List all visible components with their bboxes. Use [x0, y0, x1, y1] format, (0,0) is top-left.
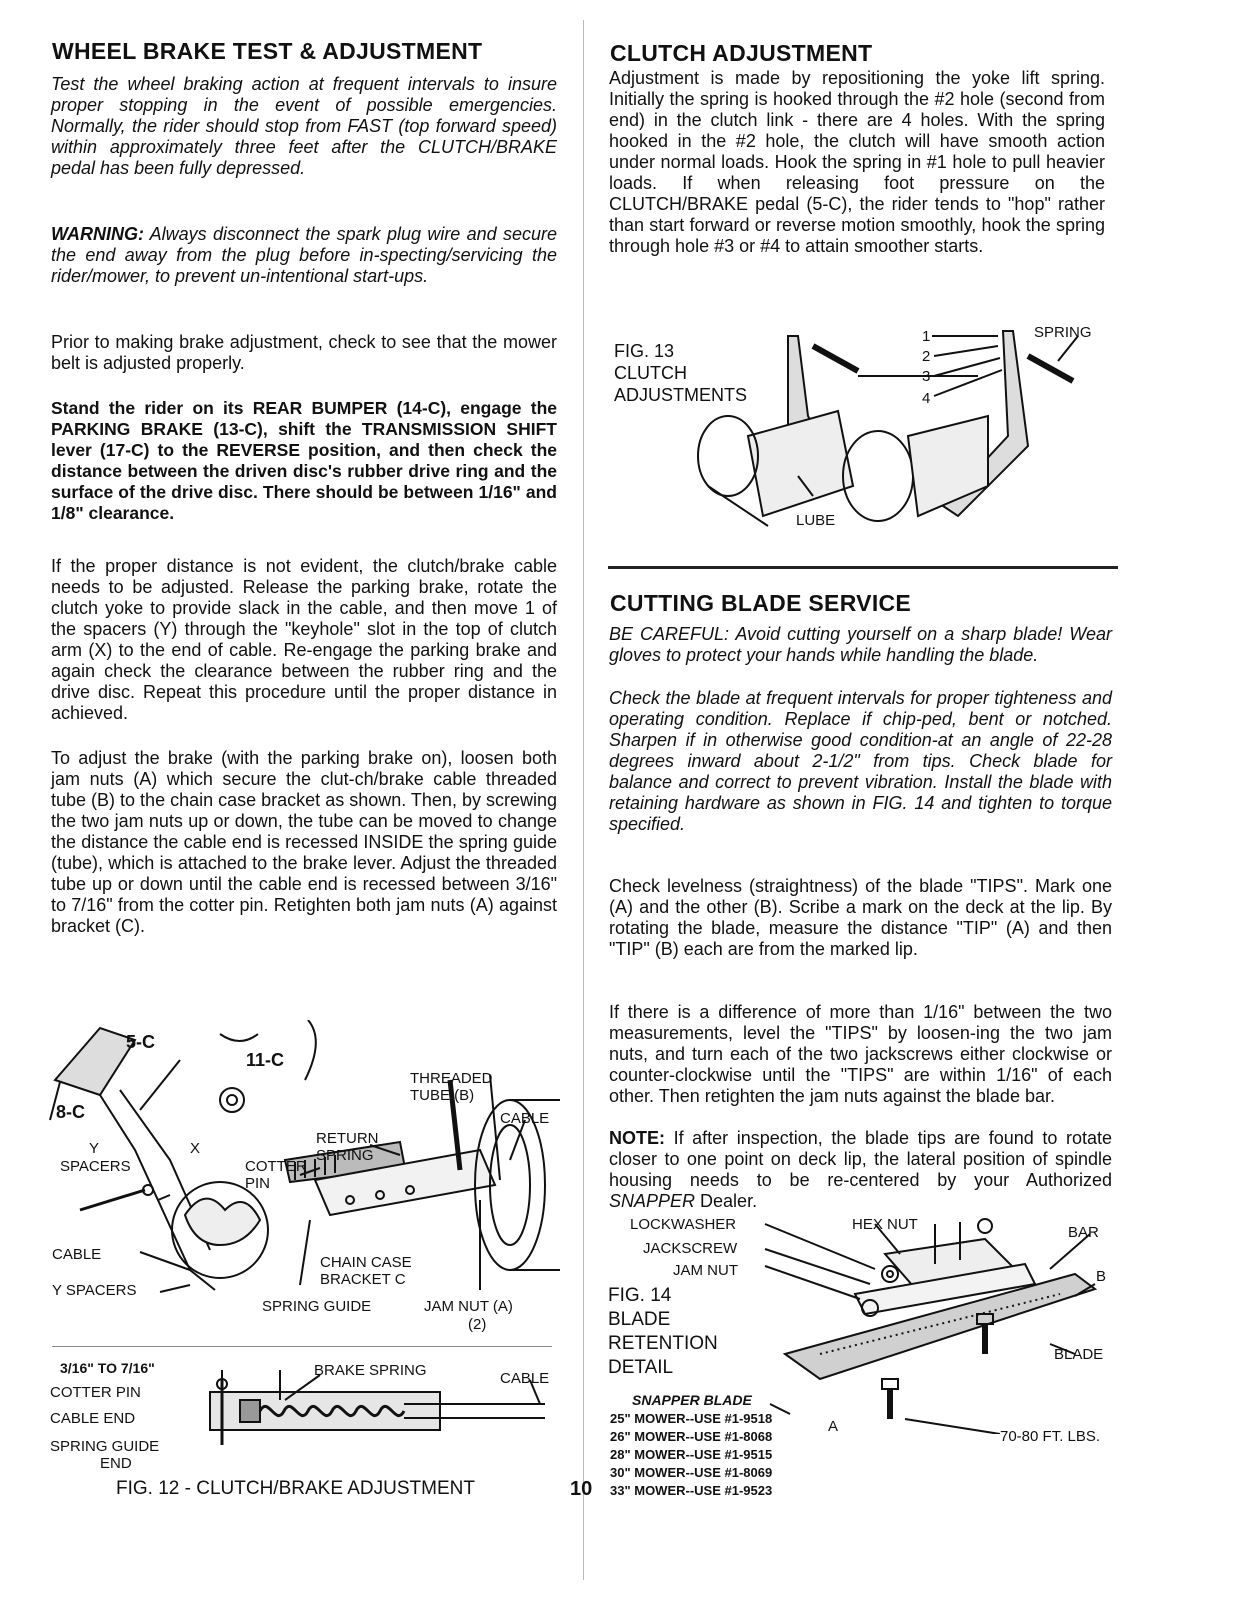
fig14-bar: BAR: [1068, 1224, 1099, 1241]
mower-use-30: 30" MOWER--USE #1-8069: [610, 1465, 773, 1480]
fig14-lockwasher: LOCKWASHER: [630, 1216, 737, 1233]
clutch-adjustment-heading: CLUTCH ADJUSTMENT: [610, 40, 873, 66]
fig13-hole-1: 1: [922, 328, 931, 345]
label-chain-case: CHAIN CASE BRACKET C: [320, 1254, 412, 1288]
mower-use-25: 25" MOWER--USE #1-9518: [610, 1411, 773, 1426]
note-brand: SNAPPER: [609, 1191, 696, 1211]
fig12-detail-drawing: [200, 1370, 550, 1460]
proper-distance-paragraph: If the proper distance is not evident, the clutch/brake cable needs to be adjusted. Release the parking brake, rotate the clutch yoke to provide slack in the cable, and then move 1 of the spacers (Y) through the "keyhole" slot in the top of clutch arm (X) to the end of cable. Re-engage the parking brake and again check the clearance between the rubber ring and the drive disc. Repeat this procedure until the proper distance in achieved.: [51, 556, 557, 723]
difference-paragraph: If there is a difference of more than 1/16" between the two measurements, level the "TIPS" by loosen-ing the two jam nuts, and turn each of the two jackscrews either clockwise or counter-clockwise until the "TIPS" are within 1/16" of each other. Then retighten the jam nuts against the blade bar.: [609, 1002, 1112, 1106]
fig13-spring-label: SPRING: [1034, 324, 1092, 341]
stand-rider-paragraph: Stand the rider on its REAR BUMPER (14-C), engage the PARKING BRAKE (13-C), shift the TRANSMISSION SHIFT lever (17-C) to the REVERSE position, and then check the distance between the driven disc's rubber drive ring and the surface of the drive disc. There should be between 1/16" and 1/8" clearance.: [51, 398, 557, 523]
label-y: Y: [89, 1140, 100, 1157]
fig14-illustration: [760, 1214, 1120, 1434]
label-jam-nut-qty: (2): [468, 1316, 487, 1333]
mower-use-26: 26" MOWER--USE #1-8068: [610, 1429, 773, 1444]
label-cotter-pin: COTTER PIN: [50, 1384, 141, 1401]
fig13-hole-3: 3: [922, 368, 931, 385]
page-number: 10: [570, 1478, 593, 1500]
label-cable-left: CABLE: [52, 1246, 102, 1263]
note-paragraph: [609, 1128, 1112, 1212]
fig14-tip-a: A: [828, 1418, 839, 1435]
mower-use-33: 33" MOWER--USE #1-9523: [610, 1483, 773, 1498]
fig14-blade-label: BLADE: [1054, 1346, 1104, 1363]
adjust-brake-paragraph: To adjust the brake (with the parking brake on), loosen both jam nuts (A) which secure the clut-ch/brake cable threaded tube (B) to the chain case bracket as shown. Then, by screwing the two jam nuts up or down, the tube can be moved to change the distance the cable end is recessed INSIDE the spring guide (tube), which is attached to the brake lever. Adjust the threaded tube up or down until the cable end is recessed between 3/16" to 7/16" from the cotter pin. Retighten both jam nuts (A) against bracket (C).: [51, 748, 557, 936]
prior-paragraph: Prior to making brake adjustment, check to see that the mower belt is adjusted properly.: [51, 332, 557, 373]
fig13-hole-4: 4: [922, 390, 931, 407]
label-return-spring: RETURN SPRING: [316, 1130, 379, 1164]
wheel-brake-heading: WHEEL BRAKE TEST & ADJUSTMENT: [52, 38, 483, 64]
label-8c: 8-C: [56, 1102, 86, 1122]
label-spring-guide: SPRING GUIDE: [262, 1298, 372, 1315]
clutch-adjustment-paragraph: Adjustment is made by repositioning the yoke lift spring. Initially the spring is hooked through the #2 hole (second from end) in the clutch link - there are 4 holes. With the spring hooked in the #2 hole, the clutch will have smooth action under normal loads. Hook the spring in #1 hole to pull heavier loads. If when releasing foot pressure on the CLUTCH/BRAKE pedal (5-C), the rider tends to "hop" rather than start forward or reverse motion smoothly, hook the spring through hole #3 or #4 to attain smoother starts.: [609, 68, 1105, 256]
column-divider: [583, 20, 584, 1580]
be-careful-paragraph: BE CAREFUL: Avoid cutting yourself on a sharp blade! Wear gloves to protect your hands while handling the blade.: [609, 624, 1112, 665]
wheel-brake-intro: Test the wheel braking action at frequent intervals to insure proper stopping in the event of possible emergencies. Normally, the rider should stop from FAST (top forward speed) within approximately three feet after the CLUTCH/BRAKE pedal has been fully depressed.: [51, 74, 557, 178]
label-spring-guide-end: SPRING GUIDE END: [50, 1438, 160, 1472]
label-threaded-tube: THREADED TUBE (B): [410, 1070, 493, 1104]
label-cable-top: CABLE: [500, 1110, 550, 1127]
fig14-jamnut: JAM NUT: [673, 1262, 738, 1279]
label-cable-end: CABLE END: [50, 1410, 136, 1427]
section-divider: [608, 566, 1118, 569]
check-blade-paragraph: Check the blade at frequent intervals for proper tighteness and operating condition. Replace if chip-ped, bent or notched. Sharpen if in otherwise good condition-at an angle of 22-28 degrees inward about 2-1/2" from tips. Check blade for balance and correct to prevent vibration. Install the blade with retaining hardware as shown in FIG. 14 and tighten to torque specified.: [609, 688, 1112, 834]
note-text: If after inspection, the blade tips are found to rotate closer to one point on deck lip, the lateral position of spindle housing needs to be re-centered by your Authorized: [609, 1128, 1112, 1190]
label-x: X: [190, 1140, 201, 1157]
fig12-detail-border: [52, 1346, 552, 1347]
snapper-blade-heading: [632, 1392, 752, 1408]
fig14-drawing: [760, 1214, 1120, 1434]
label-jam-nut: JAM NUT (A): [424, 1298, 513, 1315]
warning-paragraph: [51, 224, 557, 287]
fig14-torque: 70-80 FT. LBS.: [1000, 1428, 1101, 1445]
label-brake-spring: BRAKE SPRING: [314, 1362, 427, 1379]
warning-label: WARNING:: [51, 224, 144, 244]
fig14-tip-b: B: [1096, 1268, 1107, 1285]
label-spacers: SPACERS: [60, 1158, 131, 1175]
fig13-caption: FIG. 13 CLUTCH ADJUSTMENTS: [614, 341, 748, 405]
cutting-blade-heading: CUTTING BLADE SERVICE: [610, 590, 912, 616]
snapper-blade-brand: SNAPPER: [632, 1392, 700, 1408]
fig14-hexnut: HEX NUT: [852, 1216, 918, 1233]
fig13-lube-label: LUBE: [796, 512, 836, 529]
warning-text: Always disconnect the spark plug wire and secure the end away from the plug before in-specting/servicing the rider/mower, to prevent un-intentional start-ups.: [51, 224, 557, 286]
label-cable-detail: CABLE: [500, 1370, 550, 1387]
fig14-jackscrew: JACKSCREW: [643, 1240, 738, 1257]
label-cotter: COTTER PIN: [245, 1158, 307, 1192]
fig12-caption: FIG. 12 - CLUTCH/BRAKE ADJUSTMENT: [116, 1478, 475, 1499]
label-11c: 11-C: [246, 1050, 285, 1070]
label-range: 3/16" TO 7/16": [60, 1360, 155, 1376]
snapper-blade-word: BLADE: [699, 1392, 752, 1408]
note-label: NOTE:: [609, 1128, 665, 1148]
note-end: Dealer.: [695, 1191, 758, 1211]
mower-use-28: 28" MOWER--USE #1-9515: [610, 1447, 773, 1462]
label-5c: 5-C: [126, 1032, 156, 1052]
levelness-paragraph: Check levelness (straightness) of the blade "TIPS". Mark one (A) and the other (B). Scribe a mark on the deck at the lip. By rotating the blade, measure the distance "TIP" (A) and then "TIP" (B) each are from the marked lip.: [609, 876, 1112, 959]
fig13-hole-2: 2: [922, 348, 931, 365]
fig14-caption: FIG. 14 BLADE RETENTION DETAIL: [608, 1285, 718, 1378]
label-y-spacers: Y SPACERS: [52, 1282, 137, 1299]
fig12-detail: [200, 1370, 550, 1460]
